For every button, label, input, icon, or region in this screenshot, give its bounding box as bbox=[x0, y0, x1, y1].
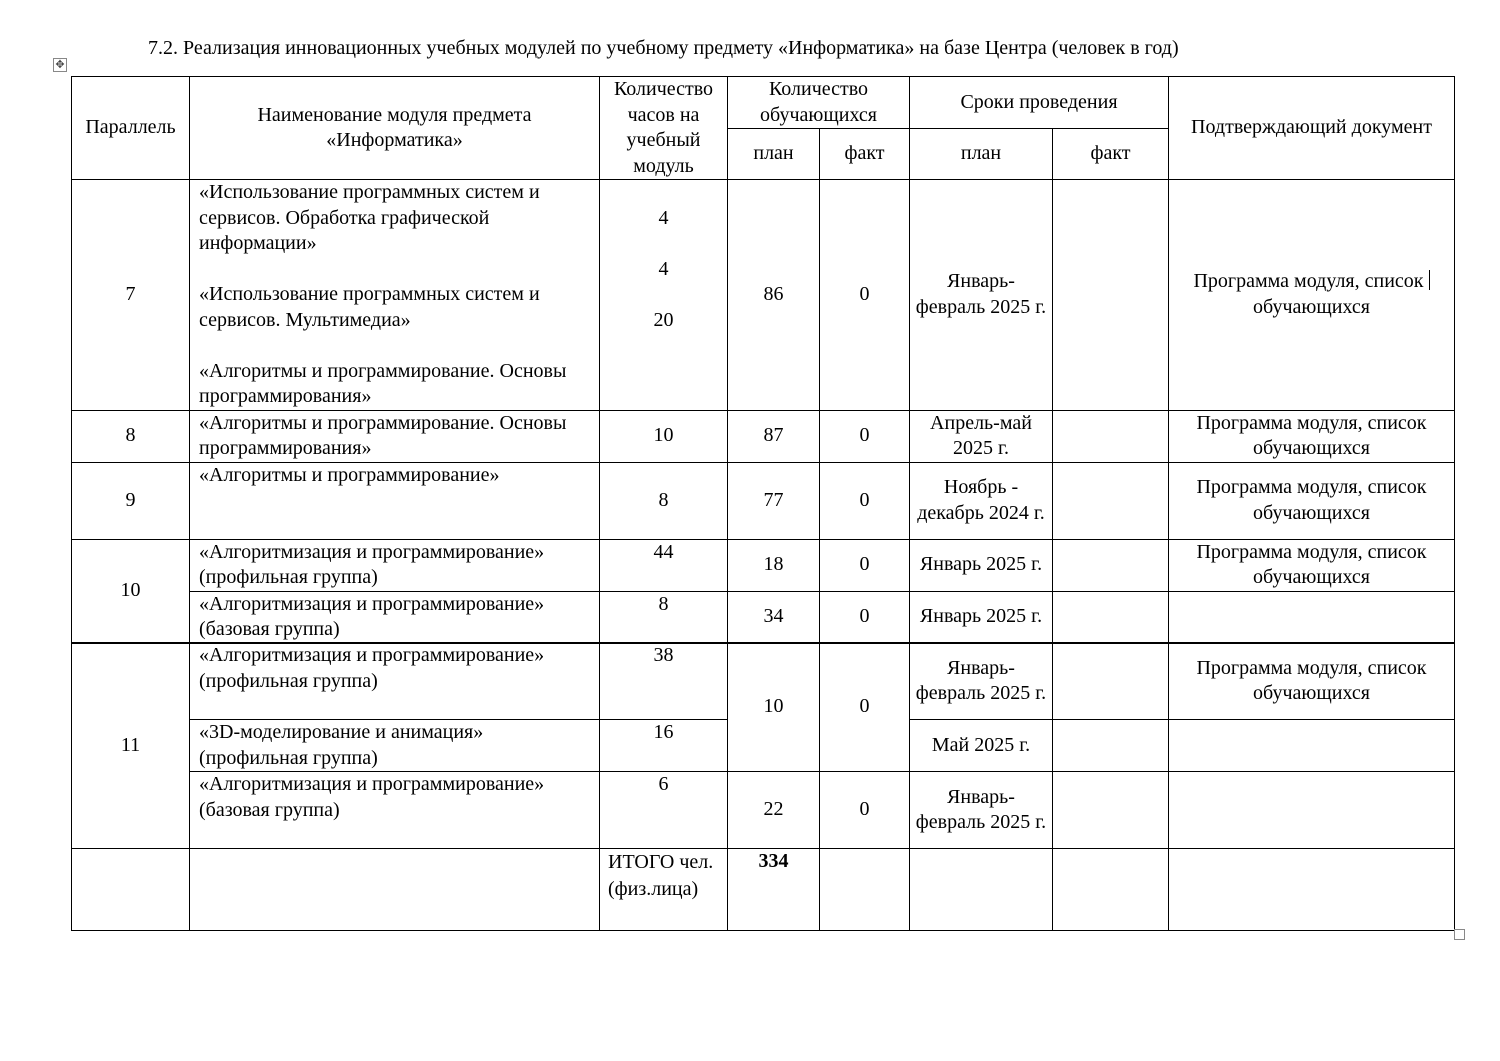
total-value: 334 bbox=[728, 849, 820, 931]
document-text: Программа модуля, список bbox=[1193, 270, 1429, 293]
document-title: 7.2. Реализация инновационных учебных модулей по учебному предмету «Информатика» на базе Центра (человек в год) bbox=[148, 37, 1179, 59]
document-cell: Программа модуля, список обучающихся bbox=[1169, 539, 1455, 591]
students-fact-cell: 0 bbox=[820, 410, 910, 462]
module-name: «Использование программных систем и сервисов. Мультимедиа» bbox=[199, 283, 540, 331]
dates-plan-cell: Апрель-май 2025 г. bbox=[910, 410, 1053, 462]
document-cell bbox=[1169, 180, 1455, 411]
header-dates: Сроки проведения bbox=[910, 77, 1169, 129]
document-cell bbox=[1169, 772, 1455, 849]
dates-plan-cell: Январь-февраль 2025 г. bbox=[910, 643, 1053, 720]
students-fact-cell: 0 bbox=[820, 772, 910, 849]
table-row bbox=[72, 591, 1455, 643]
document-cell: Программа модуля, список обучающихся bbox=[1169, 643, 1455, 720]
header-module-name: Наименование модуля предмета «Информатика» bbox=[190, 77, 600, 180]
header-students-plan: план bbox=[728, 129, 820, 180]
hours-value: 4 bbox=[658, 257, 669, 280]
dates-plan-cell: Январь 2025 г. bbox=[910, 591, 1053, 643]
module-name-cell: «Алгоритмизация и программирование» (профильная группа) bbox=[190, 539, 600, 591]
parallel-cell: 11 bbox=[72, 643, 190, 849]
modules-table bbox=[71, 76, 1455, 644]
dates-fact-cell bbox=[1053, 539, 1169, 591]
module-name-cell: «Алгоритмизация и программирование» (профильная группа) bbox=[190, 643, 600, 720]
hours-cell bbox=[600, 180, 728, 411]
parallel-cell: 8 bbox=[72, 410, 190, 462]
total-row bbox=[72, 849, 1455, 931]
dates-plan-cell: Ноябрь - декабрь 2024 г. bbox=[910, 462, 1053, 539]
total-empty-cell bbox=[72, 849, 190, 931]
students-fact-cell: 0 bbox=[820, 462, 910, 539]
students-plan-cell: 87 bbox=[728, 410, 820, 462]
module-name-cell: «3D-моделирование и анимация» (профильная группа) bbox=[190, 720, 600, 772]
total-empty-cell bbox=[1169, 849, 1455, 931]
module-name: «Использование программных систем и сервисов. Обработка графической информации» bbox=[199, 181, 540, 254]
hours-value: 4 bbox=[658, 206, 669, 229]
module-name: «Алгоритмы и программирование. Основы программирования» bbox=[199, 359, 567, 407]
hours-cell: 44 bbox=[600, 539, 728, 591]
students-plan-cell: 10 bbox=[728, 643, 820, 772]
students-fact-cell: 0 bbox=[820, 591, 910, 643]
dates-fact-cell bbox=[1053, 643, 1169, 720]
hours-cell: 8 bbox=[600, 591, 728, 643]
students-plan-cell: 77 bbox=[728, 462, 820, 539]
students-plan-cell: 34 bbox=[728, 591, 820, 643]
parallel-cell: 9 bbox=[72, 462, 190, 539]
module-name-cell: «Алгоритмизация и программирование» (базовая группа) bbox=[190, 772, 600, 849]
hours-value: 20 bbox=[653, 308, 674, 331]
dates-fact-cell bbox=[1053, 591, 1169, 643]
modules-table-continued bbox=[71, 642, 1455, 931]
students-fact-cell: 0 bbox=[820, 539, 910, 591]
table-move-icon[interactable]: ✥ bbox=[53, 58, 67, 72]
header-dates-fact: факт bbox=[1053, 129, 1169, 180]
module-name-cell: «Алгоритмы и программирование» bbox=[190, 462, 600, 539]
table-resize-icon[interactable] bbox=[1454, 929, 1465, 940]
students-fact-cell: 0 bbox=[820, 180, 910, 411]
hours-cell: 8 bbox=[600, 462, 728, 539]
module-name-cell bbox=[190, 180, 600, 411]
total-empty-cell bbox=[910, 849, 1053, 931]
table-row bbox=[72, 643, 1455, 720]
dates-fact-cell bbox=[1053, 772, 1169, 849]
dates-plan-cell: Январь-февраль 2025 г. bbox=[910, 772, 1053, 849]
document-cell: Программа модуля, список обучающихся bbox=[1169, 410, 1455, 462]
text-cursor bbox=[1429, 270, 1430, 290]
total-label: ИТОГО чел. (физ.лица) bbox=[600, 849, 728, 931]
dates-fact-cell bbox=[1053, 462, 1169, 539]
dates-plan-cell: Май 2025 г. bbox=[910, 720, 1053, 772]
students-fact-cell: 0 bbox=[820, 643, 910, 772]
dates-plan-cell: Январь 2025 г. bbox=[910, 539, 1053, 591]
module-name-cell: «Алгоритмы и программирование. Основы программирования» bbox=[190, 410, 600, 462]
dates-fact-cell bbox=[1053, 180, 1169, 411]
document-cell bbox=[1169, 720, 1455, 772]
total-empty-cell bbox=[1053, 849, 1169, 931]
header-dates-plan: план bbox=[910, 129, 1053, 180]
total-empty-cell bbox=[820, 849, 910, 931]
table-row bbox=[72, 539, 1455, 591]
hours-cell: 10 bbox=[600, 410, 728, 462]
dates-fact-cell bbox=[1053, 720, 1169, 772]
document-cell: Программа модуля, список обучающихся bbox=[1169, 462, 1455, 539]
table-row bbox=[72, 772, 1455, 849]
header-hours: Количество часов на учебный модуль bbox=[600, 77, 728, 180]
students-plan-cell: 22 bbox=[728, 772, 820, 849]
dates-plan-cell: Январь-февраль 2025 г. bbox=[910, 180, 1053, 411]
total-empty-cell bbox=[190, 849, 600, 931]
parallel-cell: 7 bbox=[72, 180, 190, 411]
parallel-cell: 10 bbox=[72, 539, 190, 643]
header-students: Количество обучающихся bbox=[728, 77, 910, 129]
hours-cell: 38 bbox=[600, 643, 728, 720]
header-parallel: Параллель bbox=[72, 77, 190, 180]
table-row bbox=[72, 180, 1455, 411]
header-students-fact: факт bbox=[820, 129, 910, 180]
module-name-cell: «Алгоритмизация и программирование» (базовая группа) bbox=[190, 591, 600, 643]
students-plan-cell: 18 bbox=[728, 539, 820, 591]
document-text: обучающихся bbox=[1253, 295, 1370, 318]
header-document: Подтверждающий документ bbox=[1169, 77, 1455, 180]
hours-cell: 6 bbox=[600, 772, 728, 849]
students-plan-cell: 86 bbox=[728, 180, 820, 411]
hours-cell: 16 bbox=[600, 720, 728, 772]
table-row bbox=[72, 410, 1455, 462]
document-cell bbox=[1169, 591, 1455, 643]
table-row bbox=[72, 462, 1455, 539]
dates-fact-cell bbox=[1053, 410, 1169, 462]
